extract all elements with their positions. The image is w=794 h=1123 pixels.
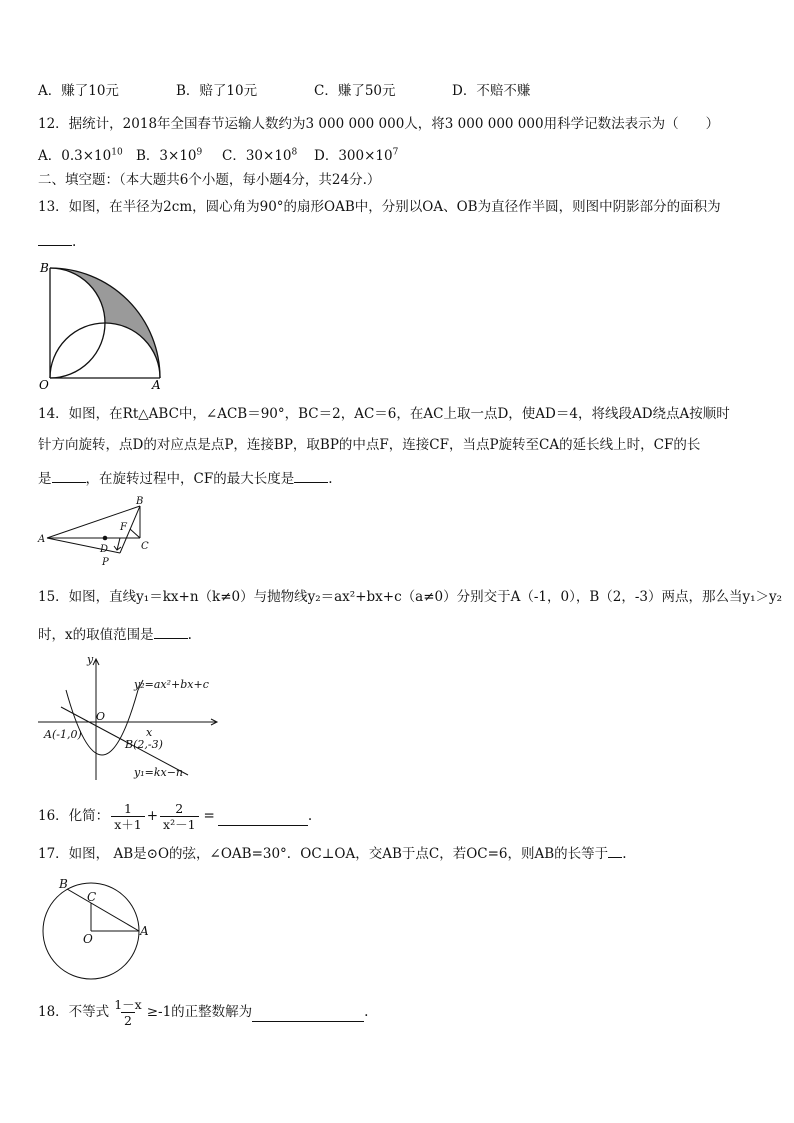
q11-options (38, 82, 530, 100)
q17-answer-blank[interactable] (608, 843, 622, 858)
q14-label-d: D (100, 544, 109, 555)
q14-answer-blank-2[interactable] (294, 468, 328, 483)
q14-label-f: F (120, 522, 127, 533)
q14-figure (36, 494, 154, 572)
q18-fraction: $\frac{1-x}{2}$ (114, 996, 142, 1028)
q15-answer-blank[interactable] (154, 624, 188, 639)
q17-label-b: B (59, 877, 68, 891)
q13-label-a: A (152, 378, 161, 392)
q14-answer-blank-1[interactable] (52, 468, 86, 483)
q12-option-d: D．$300\times 10^7$ (314, 147, 399, 164)
q11-option-b: B．赔了10元 (176, 83, 258, 99)
q17-line: 17．如图， AB是⊙O的弦，∠OAB=30°．OC⊥OA，交AB于点C，若OC=6，则AB的长等于 . (38, 843, 626, 863)
q16-line: 16．化简： $\frac{1}{x+1}$ + $\frac{2}{\text{x²－1}}$ = . (38, 800, 313, 832)
q11-option-d: D．不赔不赚 (452, 83, 531, 99)
section-2-header: 二、填空题：（本大题共6个小题，每小题4分，共24分.） (38, 172, 381, 188)
q17-label-o: O (83, 932, 93, 946)
q14-line-1: 14．如图，在Rt△ABC中，∠ACB＝90°，BC＝2，AC＝6，在AC上取一点D，使AD＝4，将线段AD绕点A按顺时 (38, 406, 730, 422)
q12-option-c: C．$30\times 10^8$ (222, 147, 298, 164)
q13-label-b: B (40, 261, 49, 275)
q18-line: 18．不等式 $\frac{1-x}{2}$ ≥-1的正整数解为 . (38, 996, 369, 1028)
q16-answer-blank[interactable] (218, 807, 308, 826)
q13-line-1: 13．如图，在半径为2cm，圆心角为90°的扇形OAB中，分别以OA、OB为直径作半圆，则图中阴影部分的面积为 (38, 199, 721, 215)
q16-fraction-2: $\frac{2}{\text{x²－1}}$ (160, 801, 199, 832)
q15-figure (36, 650, 226, 790)
q15-label-y: y (87, 653, 94, 666)
q15-label-y2: y₂=ax²+bx+c (134, 678, 209, 691)
q14-label-b: B (136, 496, 144, 507)
q11-option-a: A．赚了10元 (38, 83, 119, 99)
q13-label-o: O (39, 378, 49, 392)
q12-options (38, 147, 398, 165)
q17-figure (36, 870, 152, 982)
q12-option-b: B．$3\times 10^9$ (136, 147, 203, 164)
q15-label-a: A(-1,0) (44, 728, 82, 741)
q14-label-p: P (102, 557, 109, 568)
q14-label-c: C (141, 541, 149, 552)
q15-label-y1: y₁=kx−n (134, 766, 184, 779)
q14-label-a: A (38, 534, 46, 545)
q12-stem: 12．据统计，2018年全国春节运输人数约为3 000 000 000人，将3 000 000 000用科学记数法表示为（ ） (38, 116, 720, 132)
q15-label-b: B(2,-3) (125, 738, 163, 751)
q18-answer-blank[interactable] (252, 1003, 364, 1022)
q15-line-1: 15．如图，直线y₁＝kx+n（k≠0）与抛物线y₂＝ax²+bx+c（a≠0）分别交于A（-1，0），B（2，-3）两点，那么当y₁＞y₂ (38, 589, 783, 605)
q13-answer-blank[interactable] (38, 231, 72, 246)
q15-line-2: 时，x的取值范围是 . (38, 624, 192, 644)
q13-line-2: . (38, 231, 76, 251)
q15-label-x: x (146, 726, 153, 739)
q17-label-c: C (87, 890, 97, 904)
q11-option-c: C．赚了50元 (314, 83, 396, 99)
q14-line-2: 针方向旋转，点D的对应点是点P，连接BP，取BP的中点F，连接CF，当点P旋转至CA的延长线上时，CF的长 (38, 437, 701, 453)
q12-option-a: A．$0.3\times 10^{10}$ (38, 147, 123, 164)
q14-line-3: 是 ，在旋转过程中，CF的最大长度是 . (38, 468, 333, 488)
q17-label-a: A (140, 924, 149, 938)
q16-fraction-1: $\frac{1}{x+1}$ (111, 801, 145, 832)
q17-chord-ab (67, 889, 139, 931)
q13-figure (36, 258, 170, 392)
q15-label-o: O (96, 710, 106, 723)
